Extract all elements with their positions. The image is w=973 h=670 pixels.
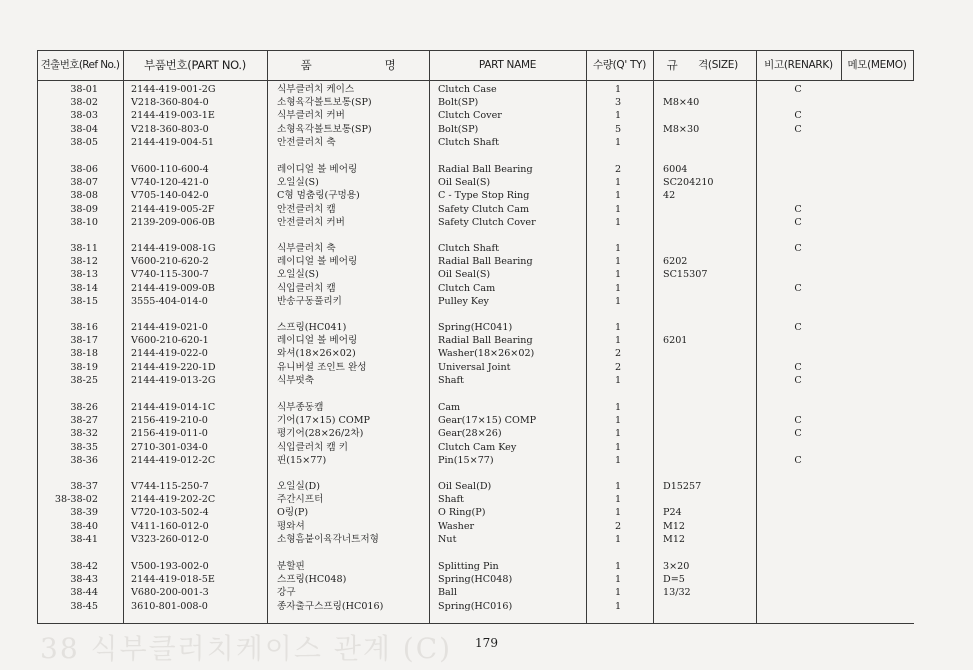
cell-ref: 38-42: [70, 561, 98, 572]
table-row: [0, 560, 973, 573]
cell-part: V500-193-002-0: [131, 561, 209, 572]
header-kor-name-2: 명: [384, 58, 396, 72]
cell-name: Spring(HC041): [438, 322, 513, 333]
cell-name: Shaft: [438, 374, 464, 386]
cell-name: Spring(HC048): [438, 574, 513, 586]
cell-qty: 1: [614, 454, 622, 466]
cell-part: V740-115-300-7: [131, 269, 209, 281]
cell-kor: 강구: [277, 587, 296, 599]
table-row: [0, 295, 973, 308]
header-size-1: 규: [666, 58, 678, 72]
cell-part: 3555-404-014-0: [131, 295, 208, 307]
cell-qty: 1: [614, 110, 622, 122]
cell-ref: 38-13: [70, 269, 98, 281]
cell-remark: C: [794, 110, 802, 122]
table-row: [0, 441, 973, 454]
cell-part: 2156-419-011-0: [131, 428, 208, 440]
cell-name: Universal Joint: [438, 361, 511, 373]
cell-name: Clutch Shaft: [438, 243, 499, 254]
cell-size: M12: [663, 520, 686, 532]
cell-ref: 38-06: [70, 164, 98, 175]
cell-name: Gear(17×15) COMP: [438, 415, 537, 427]
cell-name: Radial Ball Bearing: [438, 164, 533, 175]
cell-ref: 38-25: [70, 374, 98, 386]
cell-name: Ball: [438, 587, 457, 599]
cell-size: P24: [663, 507, 682, 519]
cell-size: M8×40: [663, 97, 700, 109]
header-kor-name-1: 품: [300, 58, 312, 72]
cell-ref: 38-41: [70, 533, 98, 545]
cell-size: SC204210: [663, 177, 714, 189]
cell-ref: 38-15: [70, 295, 98, 307]
cell-ref: 38-39: [70, 507, 98, 519]
cell-name: Gear(28×26): [438, 428, 502, 440]
cell-part: V600-210-620-2: [131, 256, 209, 268]
cell-kor: 평기어(28×26/2차): [277, 428, 364, 440]
cell-part: V740-120-421-0: [131, 177, 209, 189]
table-row: [0, 454, 973, 467]
cell-size: 6202: [663, 256, 688, 268]
cell-qty: 1: [614, 481, 622, 492]
cell-size: 6201: [663, 335, 688, 347]
cell-part: 2144-419-022-0: [131, 348, 208, 360]
cell-ref: 38-44: [70, 587, 98, 599]
cell-qty: 1: [614, 335, 622, 347]
cell-ref: 38-12: [70, 256, 98, 268]
table-row: [0, 203, 973, 216]
cell-name: Oil Seal(D): [438, 481, 492, 492]
cell-ref: 38-14: [70, 282, 98, 294]
cell-size: M8×30: [663, 123, 700, 135]
cell-kor: 식부종동캠: [277, 402, 324, 413]
cell-name: Washer: [438, 520, 475, 532]
table-row: [0, 216, 973, 229]
cell-part: 2144-419-018-5E: [131, 574, 215, 586]
header-ref-no: 견출번호(Ref No.): [40, 59, 120, 71]
cell-ref: 38-26: [70, 402, 98, 413]
header-memo: 메모(MEMO): [847, 59, 907, 71]
cell-qty: 1: [614, 136, 622, 148]
cell-ref: 38-19: [70, 361, 98, 373]
cell-kor: 레이디얼 볼 베어링: [277, 335, 358, 347]
cell-qty: 1: [614, 322, 622, 333]
cell-part: V218-360-804-0: [131, 97, 209, 109]
cell-qty: 1: [614, 415, 622, 427]
cell-part: V411-160-012-0: [131, 520, 209, 532]
cell-ref: 38-03: [70, 110, 98, 122]
cell-part: 2144-419-013-2G: [131, 374, 216, 386]
cell-kor: 식부펏축: [277, 374, 315, 386]
cell-kor: 종자출구스프링(HC016): [277, 600, 384, 612]
cell-part: 2710-301-034-0: [131, 441, 208, 453]
cell-name: Radial Ball Bearing: [438, 335, 533, 347]
table-row: [0, 282, 973, 295]
table-row: [0, 506, 973, 519]
cell-part: 2156-419-210-0: [131, 415, 208, 427]
cell-name: Safety Clutch Cam: [438, 203, 530, 215]
cell-part: 2144-419-202-2C: [131, 494, 216, 506]
cell-qty: 1: [614, 574, 622, 586]
cell-ref: 38-18: [70, 348, 98, 360]
cell-name: Spring(HC016): [438, 600, 513, 612]
cell-name: Pin(15×77): [438, 454, 494, 466]
cell-remark: C: [794, 454, 802, 466]
cell-kor: O링(P): [277, 507, 309, 519]
cell-ref: 38-01: [70, 84, 98, 95]
cell-name: Clutch Case: [438, 84, 497, 95]
cell-part: 2144-419-021-0: [131, 322, 208, 333]
cell-kor: 핀(15×77): [277, 454, 327, 466]
cell-remark: C: [794, 374, 802, 386]
cell-qty: 1: [614, 507, 622, 519]
cell-name: Oil Seal(S): [438, 269, 491, 281]
cell-size: M12: [663, 533, 686, 545]
cell-part: 2139-209-006-0B: [131, 216, 215, 228]
cell-part: 2144-419-220-1D: [131, 361, 216, 373]
cell-kor: 식부클러치 커버: [277, 110, 345, 122]
cell-size: D15257: [663, 481, 702, 492]
cell-part: V680-200-001-3: [131, 587, 209, 599]
cell-ref: 38-45: [70, 600, 98, 612]
cell-part: V323-260-012-0: [131, 533, 209, 545]
cell-name: Clutch Shaft: [438, 136, 499, 148]
cell-name: C - Type Stop Ring: [438, 190, 530, 202]
cell-part: V720-103-502-4: [131, 507, 209, 519]
cell-qty: 1: [614, 441, 622, 453]
table-row: [0, 347, 973, 360]
cell-kor: 안전클러치 축: [277, 136, 336, 148]
cell-part: 2144-419-012-2C: [131, 454, 216, 466]
table-row: [0, 600, 973, 613]
cell-kor: C형 멈춤링(구멍용): [277, 190, 360, 202]
cell-name: Clutch Cam Key: [438, 441, 517, 453]
table-bottom-rule: [37, 623, 914, 624]
cell-remark: C: [794, 216, 802, 228]
cell-qty: 1: [614, 600, 622, 612]
cell-ref: 38-09: [70, 203, 98, 215]
cell-kor: 소형육각볼트보통(SP): [277, 97, 372, 109]
cell-qty: 2: [614, 361, 622, 373]
table-row: [0, 163, 973, 176]
cell-qty: 2: [614, 348, 622, 360]
table-row: [0, 321, 973, 334]
cell-size: SC15307: [663, 269, 708, 281]
cell-kor: 오일실(S): [277, 177, 319, 189]
cell-name: O Ring(P): [438, 507, 486, 519]
table-row: [0, 586, 973, 599]
cell-kor: 와셔(18×26×02): [277, 348, 356, 360]
cell-qty: 1: [614, 84, 622, 95]
table-row: [0, 374, 973, 387]
table-row: [0, 427, 973, 440]
table-row: [0, 361, 973, 374]
cell-name: Clutch Cover: [438, 110, 502, 122]
cell-ref: 38-11: [70, 243, 98, 254]
cell-kor: 오일실(D): [277, 481, 320, 492]
cell-qty: 3: [614, 97, 622, 109]
cell-size: D=5: [663, 574, 685, 586]
cell-kor: 기어(17×15) COMP: [277, 415, 371, 427]
cell-kor: 소형육각볼트보통(SP): [277, 123, 372, 135]
header-size-2: 격(SIZE): [698, 59, 738, 71]
cell-ref: 38-40: [70, 520, 98, 532]
cell-part: 2144-419-008-1G: [131, 243, 216, 254]
cell-kor: 유니버셜 조인트 완성: [277, 361, 367, 373]
table-row: [0, 480, 973, 493]
cell-ref: 38-04: [70, 123, 98, 135]
cell-kor: 주간시프터: [277, 494, 324, 506]
cell-name: Nut: [438, 533, 457, 545]
cell-qty: 1: [614, 428, 622, 440]
cell-ref: 38-17: [70, 335, 98, 347]
cell-name: Washer(18×26×02): [438, 348, 535, 360]
cell-name: Pulley Key: [438, 295, 489, 307]
table-row: [0, 255, 973, 268]
cell-qty: 1: [614, 374, 622, 386]
cell-kor: 반송구동풀리키: [277, 295, 342, 307]
cell-size: 3×20: [663, 561, 690, 572]
table-row: [0, 189, 973, 202]
cell-part: V705-140-042-0: [131, 190, 209, 202]
cell-size: 42: [663, 190, 676, 202]
cell-part: V744-115-250-7: [131, 481, 209, 492]
table-row: [0, 573, 973, 586]
cell-part: 2144-419-004-51: [131, 136, 214, 148]
cell-ref: 38-02: [70, 97, 98, 109]
cell-part: 2144-419-014-1C: [131, 402, 216, 413]
table-row: [0, 401, 973, 414]
cell-part: V600-210-620-1: [131, 335, 209, 347]
cell-qty: 1: [614, 203, 622, 215]
table-row: [0, 242, 973, 255]
cell-part: 2144-419-001-2G: [131, 84, 216, 95]
cell-qty: 1: [614, 282, 622, 294]
cell-qty: 2: [614, 520, 622, 532]
cell-name: Radial Ball Bearing: [438, 256, 533, 268]
cell-part: 2144-419-005-2F: [131, 203, 215, 215]
cell-qty: 1: [614, 256, 622, 268]
cell-size: 13/32: [663, 587, 691, 599]
cell-qty: 1: [614, 216, 622, 228]
cell-qty: 1: [614, 494, 622, 506]
cell-part: V218-360-803-0: [131, 123, 209, 135]
cell-name: Shaft: [438, 494, 464, 506]
cell-qty: 1: [614, 561, 622, 572]
cell-kor: 분할핀: [277, 561, 305, 572]
cell-size: 6004: [663, 164, 688, 175]
cell-name: Safety Clutch Cover: [438, 216, 536, 228]
col-rule: [913, 50, 914, 80]
header-part-name: PART NAME: [478, 59, 537, 71]
cell-ref: 38-10: [70, 216, 98, 228]
header-remark: 비고(RENARK): [764, 59, 833, 71]
cell-qty: 1: [614, 269, 622, 281]
table-row: [0, 520, 973, 533]
cell-remark: C: [794, 123, 802, 135]
table-row: [0, 414, 973, 427]
cell-kor: 식입클러치 캠: [277, 282, 336, 294]
table-row: [0, 123, 973, 136]
table-row: [0, 493, 973, 506]
cell-qty: 1: [614, 190, 622, 202]
cell-ref: 38-05: [70, 136, 98, 148]
cell-kor: 오일실(S): [277, 269, 319, 281]
cell-qty: 1: [614, 533, 622, 545]
cell-part: V600-110-600-4: [131, 164, 209, 175]
cell-remark: C: [794, 203, 802, 215]
cell-ref: 38-43: [70, 574, 98, 586]
cell-qty: 1: [614, 402, 622, 413]
table-row: [0, 136, 973, 149]
cell-name: Cam: [438, 402, 461, 413]
cell-name: Oil Seal(S): [438, 177, 491, 189]
cell-qty: 1: [614, 177, 622, 189]
cell-qty: 5: [614, 123, 622, 135]
cell-ref: 38-07: [70, 177, 98, 189]
cell-qty: 1: [614, 587, 622, 599]
cell-remark: C: [794, 428, 802, 440]
cell-kor: 식부클러치 축: [277, 243, 336, 254]
cell-part: 2144-419-009-0B: [131, 282, 215, 294]
cell-ref: 38-38-02: [54, 494, 98, 506]
table-row: [0, 268, 973, 281]
cell-ref: 38-35: [70, 441, 98, 453]
cell-remark: C: [794, 322, 802, 333]
header-qty: 수량(Q' TY): [592, 59, 647, 71]
cell-ref: 38-16: [70, 322, 98, 333]
cell-ref: 38-36: [70, 454, 98, 466]
cell-kor: 레이디얼 볼 베어링: [277, 164, 358, 175]
page-number: 179: [475, 636, 498, 650]
table-top-rule: [37, 50, 914, 51]
cell-kor: 식입클러치 캠 키: [277, 441, 348, 453]
cell-ref: 38-37: [70, 481, 98, 492]
cell-name: Clutch Cam: [438, 282, 496, 294]
cell-kor: 평와셔: [277, 520, 305, 532]
cell-name: Bolt(SP): [438, 123, 479, 135]
cell-kor: 소형흠붙이육각너트저형: [277, 533, 379, 545]
cell-qty: 1: [614, 295, 622, 307]
bleed-through-title: 38 식부클러치케이스 관계 (C): [40, 632, 453, 665]
table-row: [0, 176, 973, 189]
header-bottom-rule: [37, 80, 914, 81]
cell-remark: C: [794, 282, 802, 294]
cell-remark: C: [794, 243, 802, 254]
table-row: [0, 96, 973, 109]
cell-remark: C: [794, 415, 802, 427]
cell-kor: 레이디얼 볼 베어링: [277, 256, 358, 268]
cell-name: Bolt(SP): [438, 97, 479, 109]
cell-kor: 식부클러치 케이스: [277, 84, 355, 95]
cell-qty: 2: [614, 164, 622, 175]
cell-ref: 38-32: [70, 428, 98, 440]
table-row: [0, 533, 973, 546]
cell-remark: C: [794, 84, 802, 95]
cell-name: Splitting Pin: [438, 561, 499, 572]
table-row: [0, 334, 973, 347]
cell-part: 3610-801-008-0: [131, 600, 208, 612]
cell-kor: 안전클러치 캠: [277, 203, 336, 215]
table-row: [0, 83, 973, 96]
cell-kor: 스프링(HC048): [277, 574, 347, 586]
cell-ref: 38-08: [70, 190, 98, 202]
cell-kor: 스프링(HC041): [277, 322, 347, 333]
cell-ref: 38-27: [70, 415, 98, 427]
cell-remark: C: [794, 361, 802, 373]
table-row: [0, 109, 973, 122]
cell-qty: 1: [614, 243, 622, 254]
cell-kor: 안전클러치 커버: [277, 216, 345, 228]
cell-part: 2144-419-003-1E: [131, 110, 215, 122]
header-part-no: 부품번호(PART NO.): [144, 58, 246, 72]
